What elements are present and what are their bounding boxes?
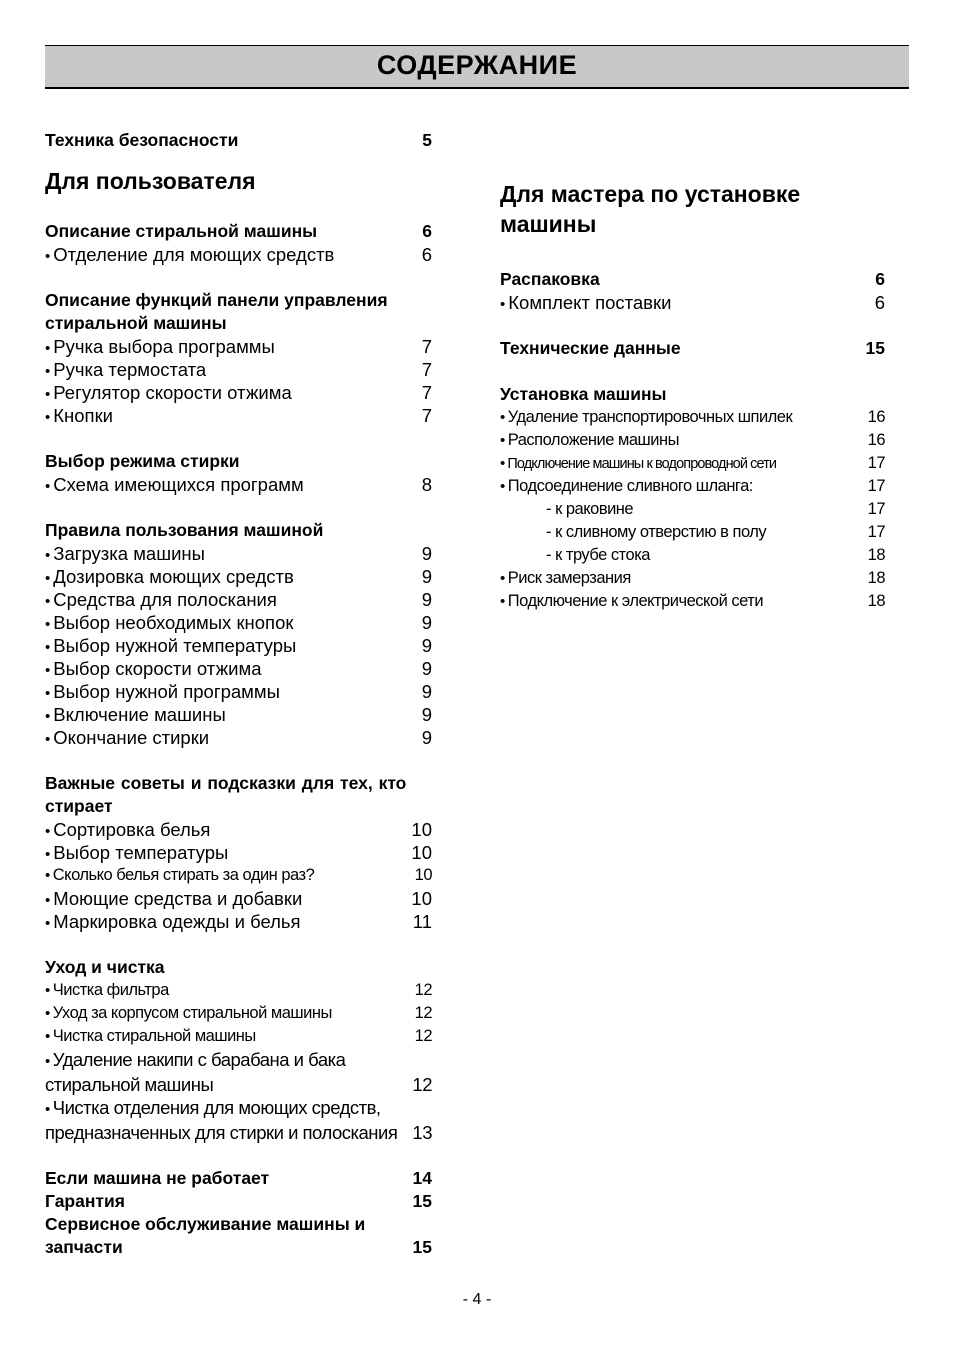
page-number: - 4 - (462, 1291, 492, 1308)
toc-subentry: • Регулятор скорости отжима 7 (45, 381, 435, 404)
toc-entry: Распаковка 6 (500, 269, 885, 289)
toc-subentry: • Окончание стирки 9 (45, 726, 435, 749)
toc-subentry: • Комплект поставки 6 (500, 291, 888, 314)
toc-entry: Выбор режима стирки (45, 451, 240, 471)
toc-subentry: • Ручка термостата 7 (45, 358, 435, 381)
left-column (45, 129, 435, 1259)
toc-subentry: • Подсоединение сливного шланга: 17 (500, 475, 888, 498)
toc-subentry: • Кнопки 7 (45, 404, 435, 427)
toc-subentry: • Средства для полоскания 9 (45, 588, 435, 611)
toc-entry: Гарантия 15 (45, 1191, 432, 1211)
toc-subentry: • Выбор нужной температуры 9 (45, 634, 435, 657)
toc-subentry: • Удаление транспортировочных шпилек 16 (500, 406, 888, 429)
section-heading-installer: Для мастера по установке машины (500, 181, 801, 237)
toc-subentry: - к трубе стока 18 (546, 546, 885, 564)
toc-subentry: • Чистка отделения для моющих средств, предназначенных для стирки и полоскания 13 (45, 1096, 435, 1144)
toc-entry: Технические данные 15 (500, 338, 885, 358)
toc-entry: Если машина не работает 14 (45, 1168, 432, 1188)
toc-subentry: • Чистка фильтра 12 (45, 979, 435, 1002)
toc-subentry: • Чистка стиральной машины 12 (45, 1025, 435, 1048)
toc-subentry: • Моющие средства и добавки 10 (45, 887, 435, 910)
toc-entry: Установка машины (500, 384, 667, 404)
toc-subentry: • Выбор скорости отжима 9 (45, 657, 435, 680)
page-title: СОДЕРЖАНИЕ (376, 50, 578, 80)
toc-entry: Уход и чистка (45, 957, 165, 977)
toc-subentry: • Включение машины 9 (45, 703, 435, 726)
toc-entry: Описание стиральной машины 6 (45, 221, 432, 241)
toc-subentry: • Выбор нужной программы 9 (45, 680, 435, 703)
toc-subentry: • Ручка выбора программы 7 (45, 335, 435, 358)
toc-subentry: • Выбор необходимых кнопок 9 (45, 611, 435, 634)
right-column (500, 179, 888, 613)
toc-subentry: • Дозировка моющих средств 9 (45, 565, 435, 588)
toc-entry: Сервисное обслуживание машины и запчасти 15 (45, 1214, 432, 1257)
toc-subentry: • Сортировка белья 10 (45, 818, 435, 841)
toc-subentry: • Загрузка машины 9 (45, 542, 435, 565)
toc-subentry: - к сливному отверстию в полу 17 (546, 523, 885, 541)
toc-entry: Описание функций панели управления стиральной машины (45, 290, 388, 333)
toc-subentry: • Уход за корпусом стиральной машины 12 (45, 1002, 435, 1025)
section-heading-user: Для пользователя (45, 168, 256, 194)
toc-subentry: • Удаление накипи с барабана и бака стиральной машины 12 (45, 1048, 435, 1096)
toc-subentry: • Сколько белья стирать за один раз? 10 (45, 864, 435, 887)
toc-subentry: • Риск замерзания 18 (500, 567, 888, 590)
toc-subentry: - к раковине 17 (546, 500, 885, 518)
toc-subentry: • Отделение для моющих средств 6 (45, 243, 435, 266)
toc-entry: Правила пользования машиной (45, 520, 324, 540)
toc-subentry: • Выбор температуры 10 (45, 841, 435, 864)
toc-entry: Техника безопасности 5 (45, 130, 432, 150)
toc-subentry: • Маркировка одежды и белья 11 (45, 910, 435, 933)
toc-subentry: • Расположение машины 16 (500, 429, 888, 452)
toc-subentry: • Подключение к электрической сети 18 (500, 590, 888, 613)
title-bar (45, 45, 909, 89)
toc-subentry: • Подключение машины к водопроводной сети 17 (500, 452, 888, 475)
toc-subentry: • Схема имеющихся программ 8 (45, 473, 435, 496)
toc-entry: Важные советы и подсказки для тех, кто стирает (45, 773, 407, 816)
